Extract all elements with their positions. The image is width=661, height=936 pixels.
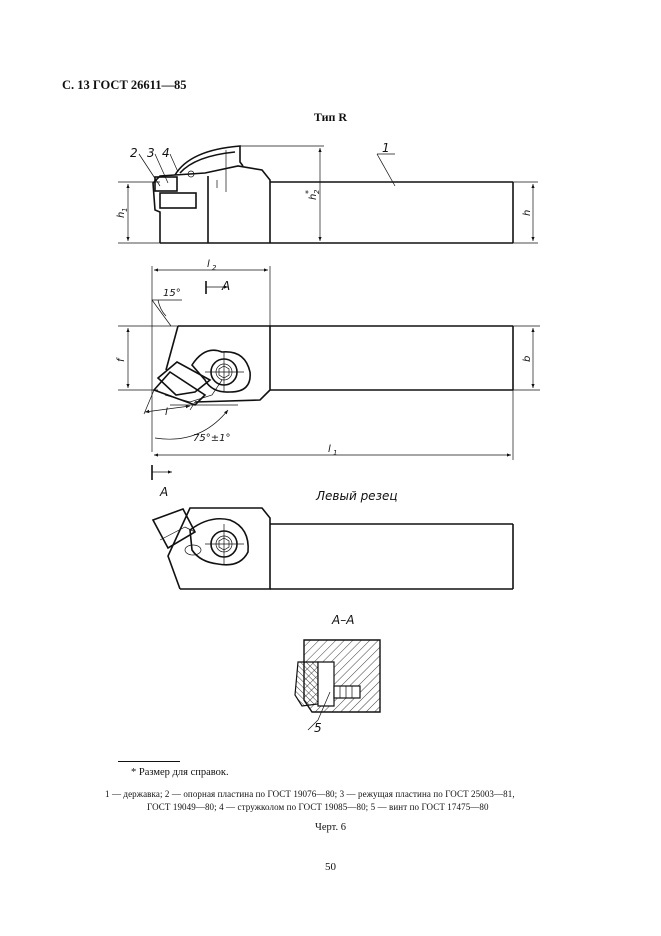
callout-4: 4 bbox=[162, 146, 170, 160]
footnote: * Размер для справок. bbox=[131, 767, 229, 778]
dim-angle-15: 15° bbox=[163, 288, 181, 299]
section-marker-bottom: A bbox=[160, 485, 169, 499]
left-cutter-label: Левый резец bbox=[316, 489, 398, 503]
footnote-rule bbox=[118, 761, 180, 762]
callout-3: 3 bbox=[147, 146, 155, 160]
page-header: С. 13 ГОСТ 26611—85 bbox=[62, 78, 187, 92]
section-marker-top: A bbox=[222, 279, 231, 293]
left-cutter-view bbox=[153, 508, 513, 589]
page-number: 50 bbox=[325, 861, 336, 873]
section-view bbox=[295, 640, 380, 730]
dim-l1: l bbox=[328, 444, 331, 455]
callout-5: 5 bbox=[314, 721, 322, 735]
callout-1: 1 bbox=[382, 141, 390, 155]
side-view bbox=[118, 146, 538, 243]
dim-h1: h bbox=[116, 211, 127, 218]
section-label: А–А bbox=[332, 613, 355, 627]
dim-h2: h bbox=[308, 193, 319, 200]
dim-h: h bbox=[522, 209, 533, 216]
drawing-type-title: Тип R bbox=[313, 110, 348, 124]
dim-h2-sub: 2 bbox=[313, 189, 321, 194]
dim-l2-sub: 2 bbox=[212, 264, 217, 272]
dim-h2-star: * bbox=[304, 190, 313, 194]
dim-l1-sub: 1 bbox=[333, 449, 338, 457]
dim-l: l bbox=[165, 407, 168, 418]
dim-angle-75: 75°±1° bbox=[193, 433, 231, 444]
callout-2: 2 bbox=[130, 146, 138, 160]
figure-caption: Черт. 6 bbox=[315, 822, 346, 833]
parts-legend-line-2: ГОСТ 19049—80; 4 — стружколом по ГОСТ 19085—80; 5 — винт по ГОСТ 17475—80 bbox=[147, 802, 489, 812]
dim-h1-sub: 1 bbox=[121, 207, 129, 212]
dim-b: b bbox=[522, 355, 533, 362]
dim-l2: l bbox=[207, 259, 210, 270]
dim-f: f bbox=[116, 358, 127, 362]
parts-legend-line-1: 1 — державка; 2 — опорная пластина по ГОСТ 19076—80; 3 — режущая пластина по ГОСТ 25003—81, bbox=[105, 789, 515, 799]
